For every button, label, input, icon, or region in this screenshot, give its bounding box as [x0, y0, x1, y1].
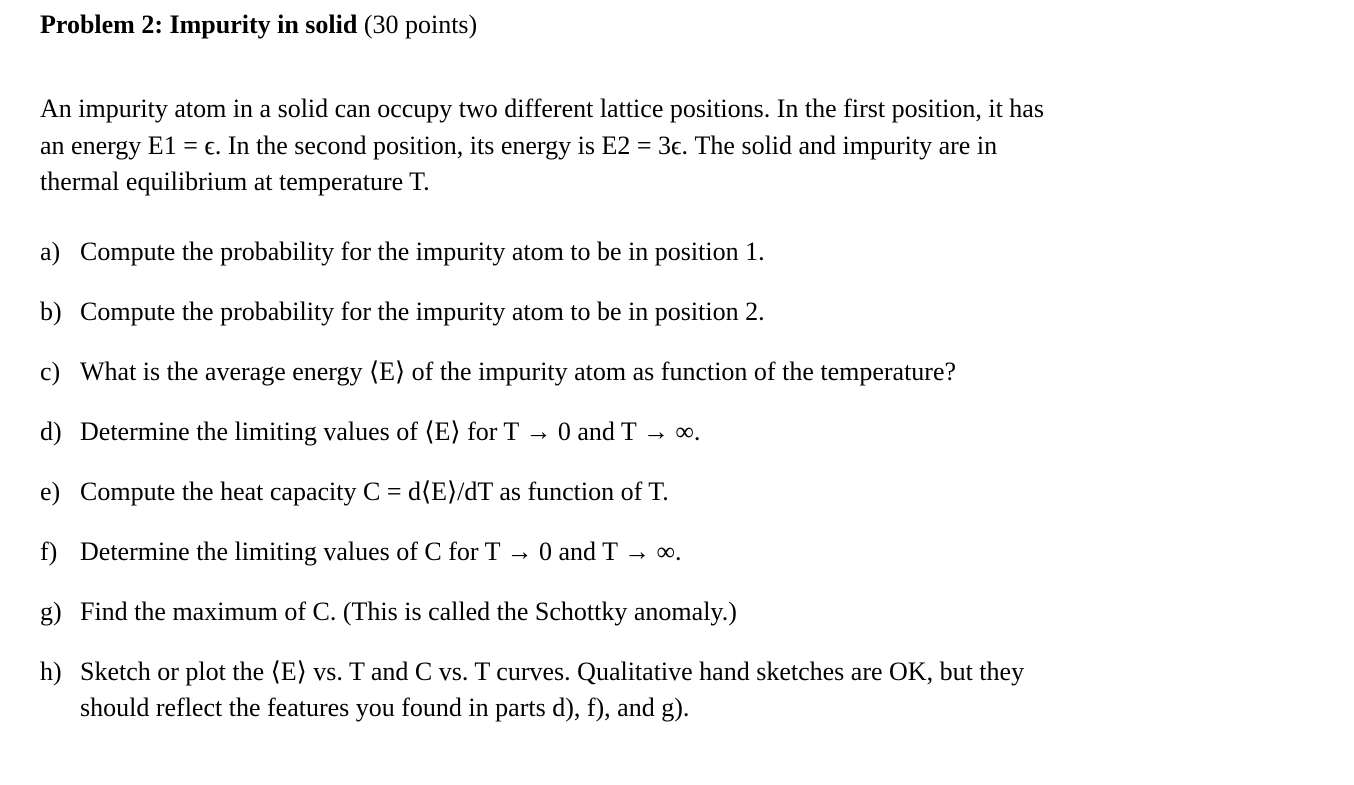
item-text-continued: should reflect the features you found in parts d), f), and g). — [80, 693, 690, 722]
problem-points: (30 points) — [363, 10, 478, 39]
item-label: g) — [40, 597, 62, 626]
item-label: e) — [40, 477, 61, 506]
item-label: b) — [40, 297, 62, 326]
item-text: Find the maximum of C. (This is called the Schottky anomaly.) — [80, 597, 737, 626]
item-label: d) — [40, 417, 62, 446]
problem-intro — [40, 91, 1290, 201]
item-text: What is the average energy ⟨E⟩ of the impurity atom as function of the temperature? — [80, 357, 957, 386]
problem-title — [40, 7, 477, 43]
item-text: Compute the probability for the impurity atom to be in position 2. — [80, 297, 765, 326]
intro-line-2: an energy E1 = ϵ. In the second position, its energy is E2 = 3ϵ. The solid and impurity are in — [40, 130, 998, 160]
item-label: h) — [40, 657, 62, 686]
item-text: Compute the probability for the impurity atom to be in position 1. — [80, 237, 765, 266]
problem-title-bold: Problem 2: Impurity in solid — [40, 10, 358, 39]
item-text: Determine the limiting values of ⟨E⟩ for T → 0 and T → ∞. — [80, 417, 701, 446]
intro-line-3: thermal equilibrium at temperature T. — [40, 167, 430, 196]
item-label: f) — [40, 537, 58, 566]
item-text: Sketch or plot the ⟨E⟩ vs. T and C vs. T curves. Qualitative hand sketches are OK, but they — [80, 657, 1025, 686]
item-text: Compute the heat capacity C = d⟨E⟩/dT as function of T. — [80, 477, 669, 506]
item-label: c) — [40, 357, 61, 386]
item-text: Determine the limiting values of C for T → 0 and T → ∞. — [80, 537, 682, 566]
item-label: a) — [40, 237, 61, 266]
intro-line-1: An impurity atom in a solid can occupy two different lattice positions. In the first position, it has — [40, 94, 1044, 123]
